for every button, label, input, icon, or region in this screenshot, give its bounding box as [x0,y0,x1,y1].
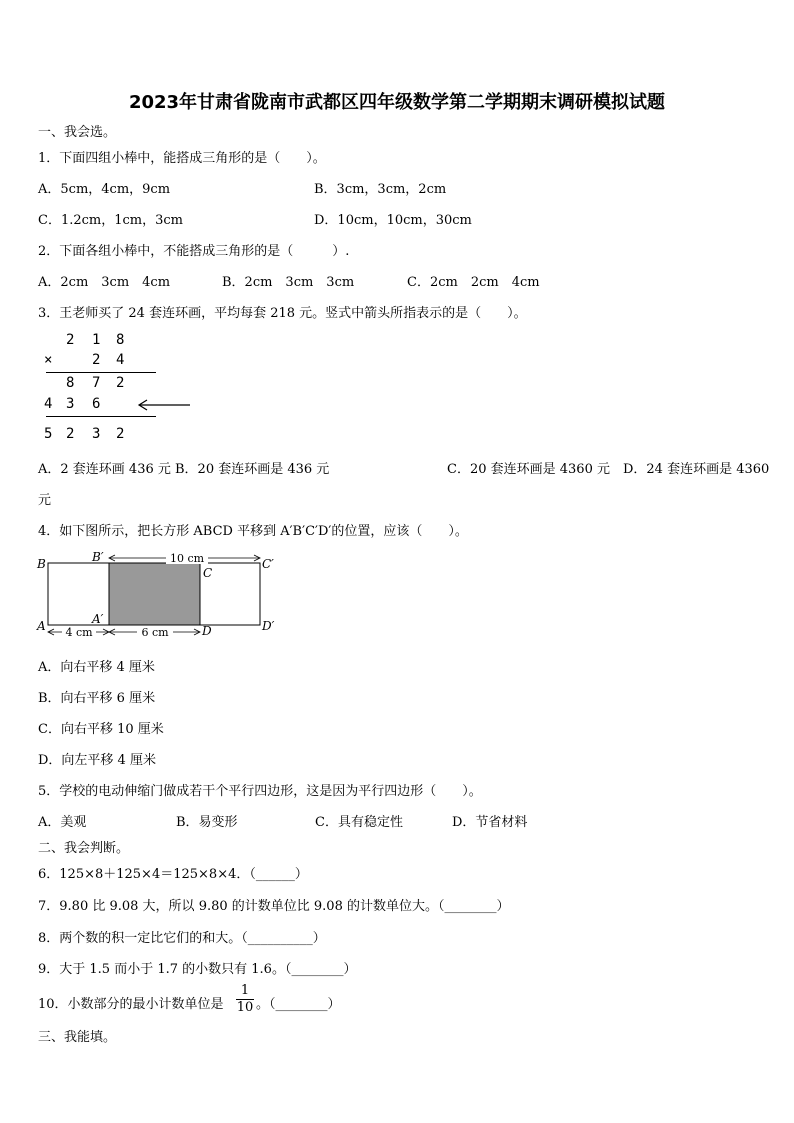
question-10-text: 10．小数部分的最小计数单位是 [38,997,224,1012]
q4-option-a: A．向右平移 4 厘米 [38,660,155,675]
question-10 [38,993,224,1012]
q1-option-b: B．3cm，3cm，2cm [314,182,447,197]
q2-option-b: B．2cm 3cm 3cm [222,275,355,290]
q2-option-c: C．2cm 2cm 4cm [407,275,540,290]
question-1: 1．下面四组小棒中，能搭成三角形的是（ ）。 [38,151,326,166]
q4-option-b: B．向右平移 6 厘米 [38,691,156,706]
q4-option-c: C．向右平移 10 厘米 [38,722,164,737]
calc-digit: 8 [66,375,75,391]
label-a-prime: A′ [92,612,104,626]
calc-rule [46,372,156,373]
fraction-denominator: 10 [236,1000,254,1015]
question-10-blank: 。（________） [256,997,341,1012]
translation-diagram [34,548,284,643]
calc-digit: 1 [92,332,101,348]
calc-digit: 3 [66,396,75,412]
calc-digit: 5 [44,426,53,442]
question-7: 7．9.80 比 9.08 大，所以 9.80 的计数单位比 9.08 的计数单位大。（________） [38,899,510,914]
label-b-prime: B′ [92,550,104,564]
label-b: B [37,557,46,571]
q3-options-cd: C．20 套连环画是 4360 元 D．24 套连环画是 4360 [447,462,770,477]
fraction-one-tenth [236,984,254,1015]
question-8: 8．两个数的积一定比它们的和大。（__________） [38,931,326,946]
label-a: A [37,619,46,633]
calc-digit: 4 [116,352,125,368]
question-3: 3．王老师买了 24 套连环画，平均每套 218 元。竖式中箭头所指表示的是（ ）。 [38,306,527,321]
section-judge: 二、我会判断。 [38,841,130,856]
calc-digit: 2 [66,332,75,348]
section-choice: 一、我会选。 [38,125,117,140]
calc-digit: 7 [92,375,101,391]
question-4: 4．如下图所示，把长方形 ABCD 平移到 A′B′C′D′的位置，应该（ ）。 [38,524,468,539]
q1-option-c: C．1.2cm，1cm，3cm [38,213,183,228]
arrow-left-icon [136,398,192,412]
dim-mid-label: 6 cm [141,626,169,639]
question-2: 2．下面各组小棒中，不能搭成三角形的是（ ）. [38,244,350,259]
shaded-overlap [109,563,200,625]
calc-digit: 2 [116,375,125,391]
q5-option-a: A．美观 [38,815,87,830]
vertical-multiplication [38,332,198,447]
q1-option-a: A．5cm，4cm，9cm [38,182,171,197]
calc-digit: 2 [116,426,125,442]
section-fill: 三、我能填。 [38,1030,117,1045]
q3-options-cd-continued: 元 [38,493,52,508]
calc-rule [46,416,156,417]
calc-digit: 2 [66,426,75,442]
q5-option-b: B．易变形 [176,815,238,830]
question-9: 9．大于 1.5 而小于 1.7 的小数只有 1.6。（________） [38,962,357,977]
question-5: 5．学校的电动伸缩门做成若干个平行四边形，这是因为平行四边形（ ）。 [38,784,482,799]
q4-option-d: D．向左平移 4 厘米 [38,753,156,768]
question-6: 6．125×8＋125×4＝125×8×4．（______） [38,867,308,882]
q3-options-ab: A．2 套连环画 436 元 B．20 套连环画是 436 元 [38,462,330,477]
q1-option-d: D．10cm，10cm，30cm [314,213,472,228]
label-d-prime: D′ [262,619,275,633]
dim-left-label: 4 cm [65,626,93,639]
fraction-numerator: 1 [240,983,250,998]
calc-digit: 8 [116,332,125,348]
calc-digit: 3 [92,426,101,442]
q5-option-c: C．具有稳定性 [315,815,403,830]
q2-option-a: A．2cm 3cm 4cm [38,275,171,290]
calc-digit: 4 [44,396,53,412]
label-d: D [202,624,212,638]
label-c-prime: C′ [262,557,274,571]
q5-option-d: D．节省材料 [452,815,528,830]
times-sign: × [44,352,53,368]
page-title: 2023年甘肃省陇南市武都区四年级数学第二学期期末调研模拟试题 [128,92,666,113]
calc-digit: 2 [92,352,101,368]
calc-digit: 6 [92,396,101,412]
label-c: C [203,566,213,580]
dim-top-label: 10 cm [169,552,205,565]
